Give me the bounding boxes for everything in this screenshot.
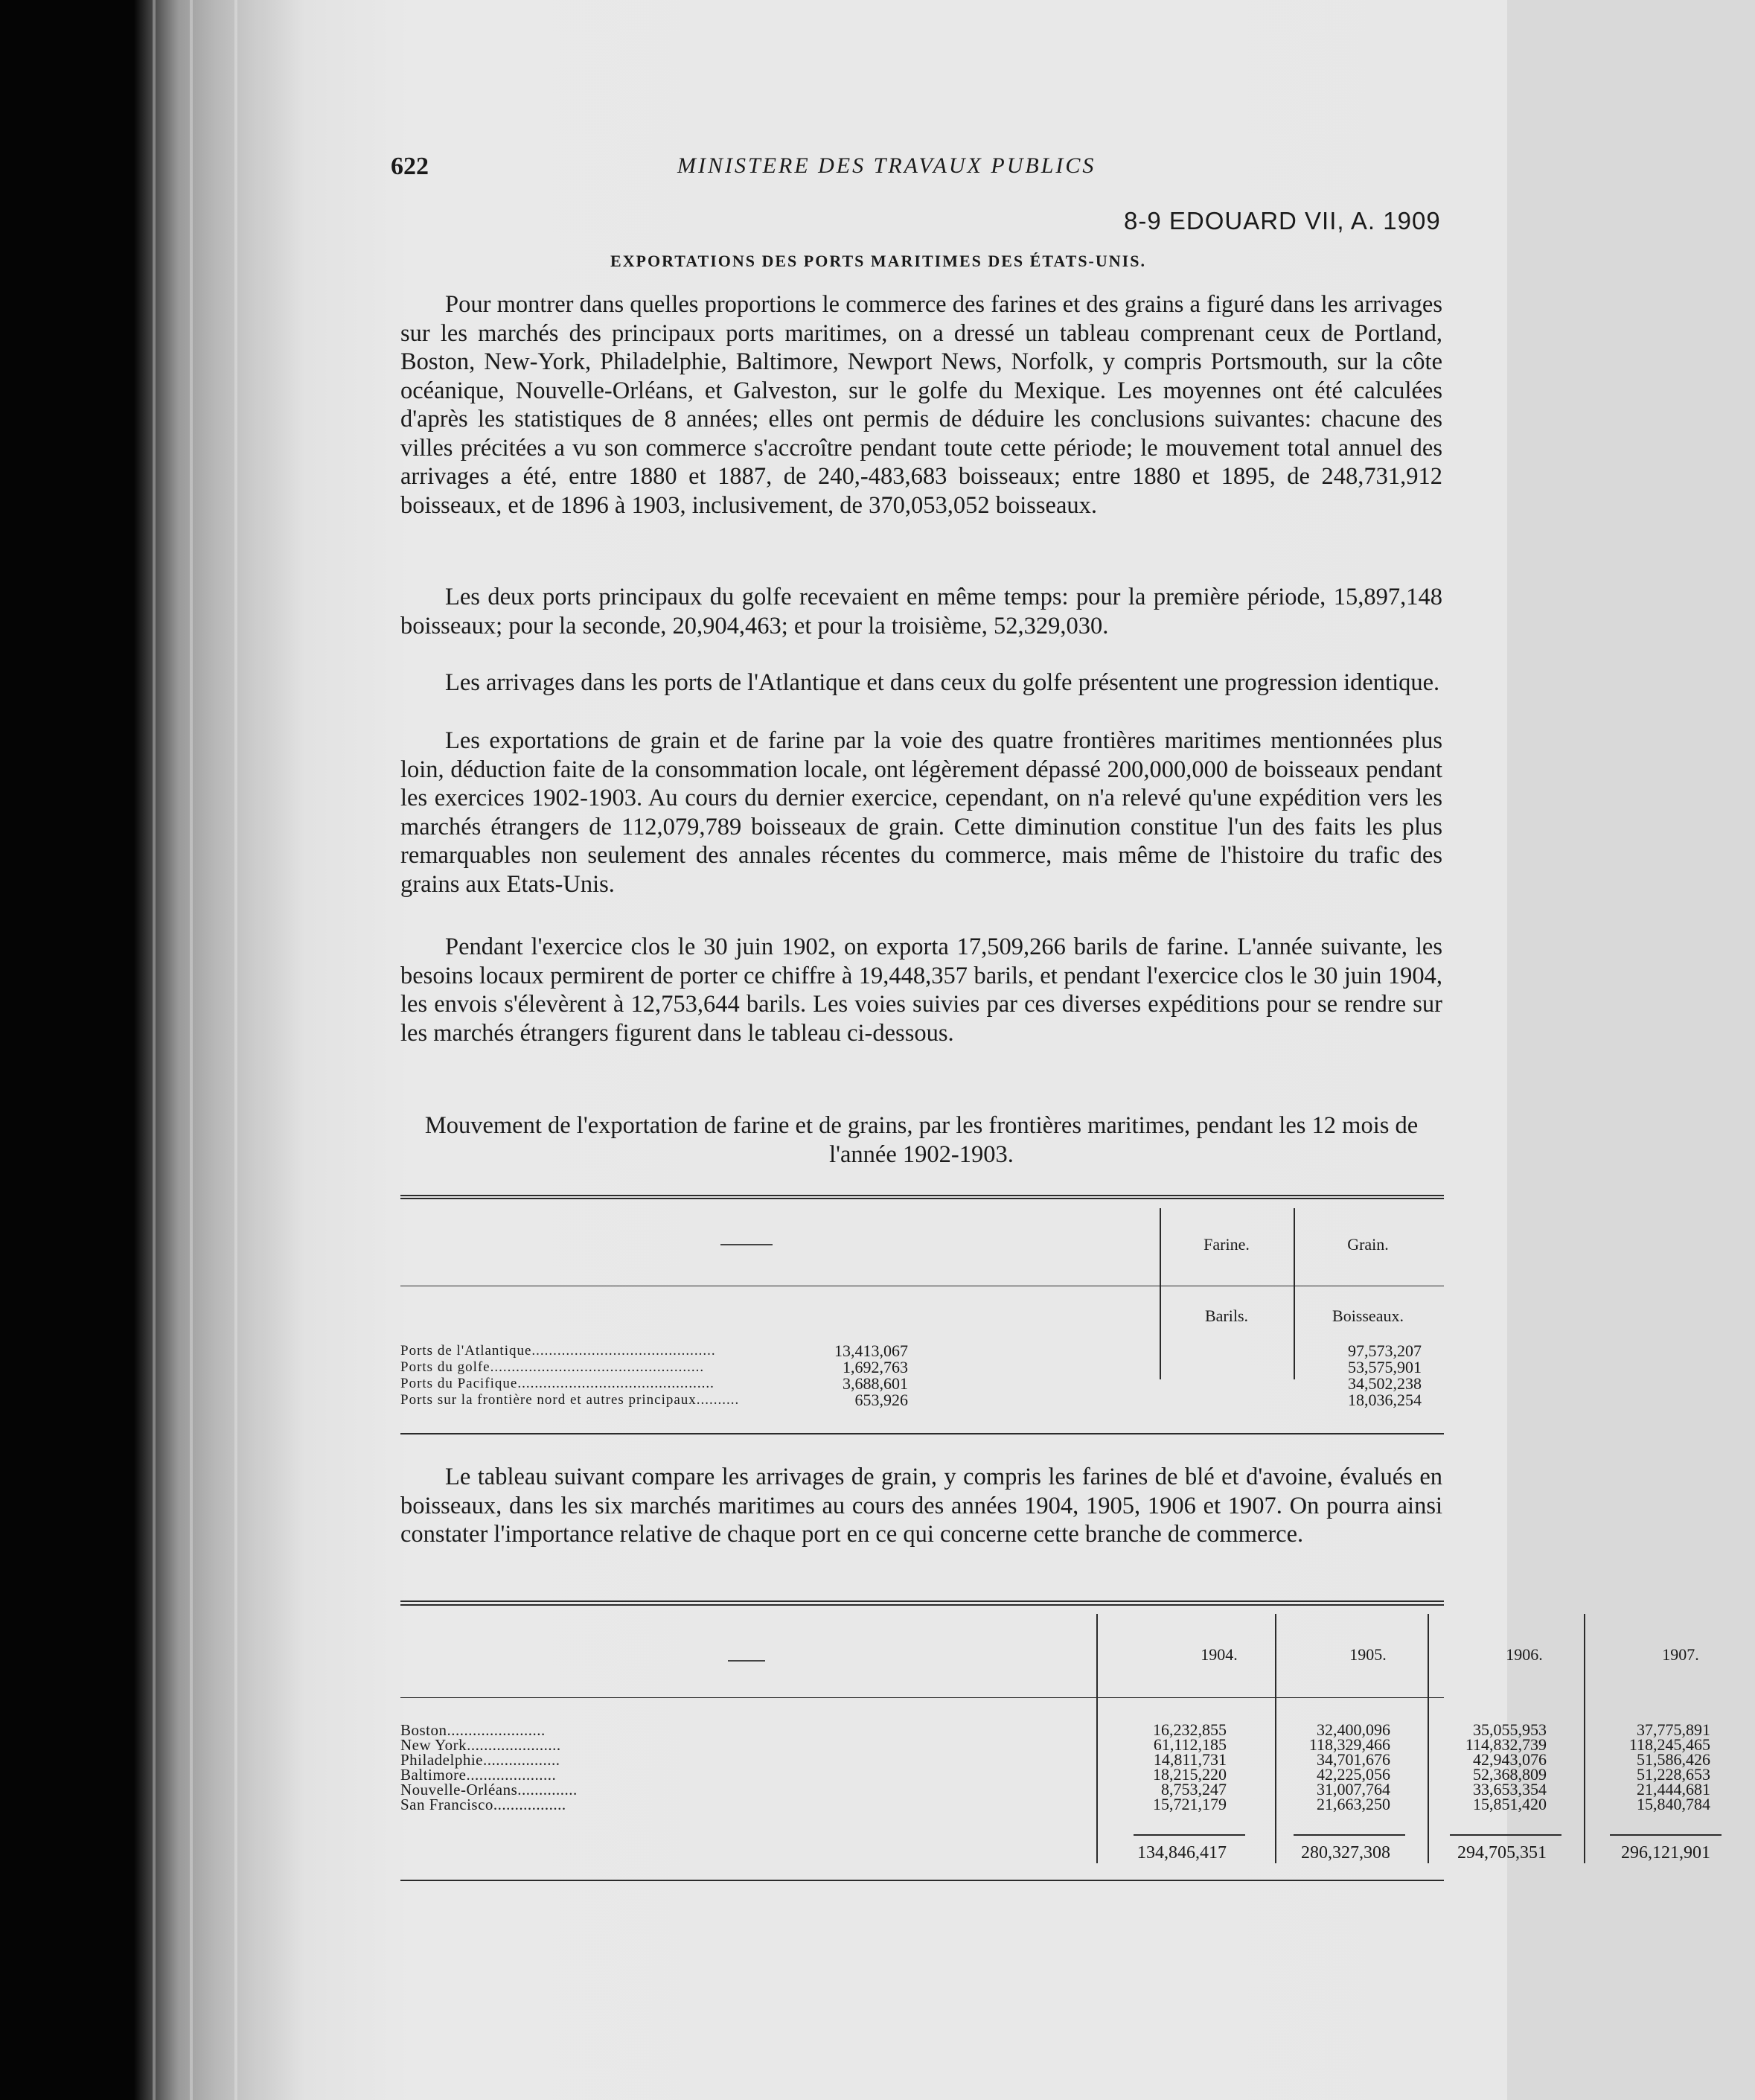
cell-1907: 51,228,653 (1637, 1765, 1710, 1784)
unit-label: Boisseaux. (1332, 1306, 1404, 1325)
header-dash (728, 1660, 765, 1662)
total-1905: 280,327,308 (1301, 1843, 1390, 1863)
cell-1906: 42,943,076 (1473, 1750, 1547, 1769)
table-rule (400, 1604, 1444, 1606)
header-dash (720, 1244, 773, 1245)
cell-farine: 3,688,601 (843, 1374, 908, 1393)
paragraph: Pour montrer dans quelles proportions le commerce des farines et des grains a figuré dans les arrivages sur les marchés des principaux ports maritimes, on a dressé un tableau comprenant ceux de Portland, Boston, New-York, Philadelphie, Baltimore, Newport News, Norfolk, y compris Portsmouth, sur la côte océanique, Nouvelle-Orléans, et Galveston, sur le golfe du Mexique. Les moyennes ont été calculées d'après les statistiques de 8 années; elles ont permis de déduire les conclusions suivantes: chacune des villes précitées a vu son commerce s'accroître pendant toute cette période; le mouvement total annuel des arrivages a été, entre 1880 et 1887, de 240,-483,683 boisseaux; entre 1880 et 1895, de 248,731,912 boisseaux, et de 1896 à 1903, inclusivement, de 370,053,052 boisseaux. (400, 291, 1442, 519)
cell-1905: 31,007,764 (1317, 1780, 1390, 1799)
running-title: MINISTERE DES TRAVAUX PUBLICS (677, 153, 1096, 178)
total-1907: 296,121,901 (1621, 1843, 1710, 1863)
table-row (400, 1359, 1444, 1376)
table-row (400, 1795, 1710, 1813)
total-1904: 134,846,417 (1137, 1843, 1227, 1863)
table-row (400, 1750, 1710, 1769)
spine-line (234, 0, 237, 2100)
cell-1905: 34,701,676 (1317, 1750, 1390, 1769)
total-1906: 294,705,351 (1457, 1843, 1547, 1863)
row-label: Ports de l'Atlantique........................................... (400, 1343, 716, 1359)
spine-line (153, 0, 156, 2100)
cell-1905: 21,663,250 (1317, 1795, 1390, 1813)
section-title: EXPORTATIONS DES PORTS MARITIMES DES ÉTATS-UNIS. (610, 252, 1146, 270)
cell-1904: 61,112,185 (1153, 1735, 1227, 1754)
paragraph: Le tableau suivant compare les arrivages de grain, y compris les farines de blé et d'avoine, évalués en boisseaux, dans les six marchés maritimes au cours des années 1904, 1905, 1906 et 1907. On pourra ainsi constater l'importance relative de chaque port en ce qui concerne cette branche de commerce. (400, 1464, 1442, 1548)
cell-1906: 15,851,420 (1473, 1795, 1547, 1813)
cell-farine: 653,926 (854, 1391, 908, 1409)
cell-1906: 114,832,739 (1465, 1735, 1547, 1754)
cell-1904: 18,215,220 (1153, 1765, 1227, 1784)
cell-farine: 1,692,763 (843, 1358, 908, 1376)
table-row (400, 1342, 1444, 1360)
table-rule (400, 1600, 1444, 1602)
paragraph: Les deux ports principaux du golfe recevaient en même temps: pour la première période, 15,897,148 boisseaux; pour la seconde, 20,904,463; et pour la troisième, 52,329,030. (400, 584, 1442, 639)
row-label: Ports du golfe.................................................. (400, 1359, 705, 1375)
paragraph: Les exportations de grain et de farine par la voie des quatre frontières maritimes mentionnées plus loin, déduction faite de la consommation locale, ont légèrement dépassé 200,000,000 de boisseaux pendant les exercices 1902-1903. Au cours du dernier exercice, cependant, on n'a relevé qu'une expédition vers les marchés étrangers de 112,079,789 boisseaux de grain. Cette diminution constitue l'un des faits les plus remarquables non seulement des annales récentes du commerce, mais même de l'histoire du trafic des grains aux Etats-Unis. (400, 727, 1442, 898)
unit-label: Barils. (1204, 1306, 1249, 1325)
table-row (400, 1735, 1710, 1754)
cell-1906: 35,055,953 (1473, 1720, 1547, 1739)
table-row (400, 1720, 1710, 1739)
cell-1905: 42,225,056 (1317, 1765, 1390, 1784)
table-rule (400, 1880, 1444, 1881)
row-label: Ports sur la frontière nord et autres principaux.......... (400, 1392, 740, 1408)
table-row (400, 1780, 1710, 1799)
sum-rule (1134, 1834, 1245, 1836)
row-label: New York...................... (400, 1736, 561, 1754)
cell-1904: 16,232,855 (1153, 1720, 1227, 1739)
cell-grain: 18,036,254 (1348, 1391, 1422, 1409)
table-rule (400, 1433, 1444, 1434)
cell-1905: 118,329,466 (1308, 1735, 1390, 1754)
cell-1904: 14,811,731 (1153, 1750, 1227, 1769)
table-caption: Mouvement de l'exportation de farine et de grains, par les frontières maritimes, pendant les 12 mois de l'année 1902-1903. (424, 1112, 1419, 1168)
paragraph: Pendant l'exercice clos le 30 juin 1902, on exporta 17,509,266 barils de farine. L'année suivante, les besoins locaux permirent de porter ce chiffre à 19,448,357 barils, et pendant l'exercice clos le 30 juin 1904, les envois s'élevèrent à 12,753,644 barils. Les voies suivies par ces diverses expéditions pour se rendre sur les marchés étrangers figurent dans le tableau ci-dessous. (400, 933, 1442, 1047)
cell-grain: 97,573,207 (1348, 1341, 1422, 1360)
column-header-farine: Farine. (1203, 1235, 1250, 1254)
column-header-grain: Grain. (1347, 1235, 1389, 1254)
row-label: San Francisco................. (400, 1796, 566, 1813)
table-row (400, 1765, 1710, 1784)
cell-grain: 53,575,901 (1348, 1358, 1422, 1376)
cell-1907: 21,444,681 (1637, 1780, 1710, 1799)
cell-1906: 52,368,809 (1473, 1765, 1547, 1784)
cell-1906: 33,653,354 (1473, 1780, 1547, 1799)
row-label: Philadelphie.................. (400, 1751, 560, 1769)
row-label: Baltimore..................... (400, 1766, 557, 1784)
page-number: 622 (391, 153, 429, 180)
table-rule (400, 1195, 1444, 1196)
cell-1907: 118,245,465 (1628, 1735, 1710, 1754)
document-page (260, 0, 1710, 2100)
sum-rule (1610, 1834, 1722, 1836)
column-header-1904: 1904. (1201, 1645, 1238, 1664)
column-header-1907: 1907. (1662, 1645, 1699, 1664)
cell-1907: 37,775,891 (1637, 1720, 1710, 1739)
cell-1904: 15,721,179 (1153, 1795, 1227, 1813)
column-header-1906: 1906. (1506, 1645, 1543, 1664)
paragraph: Les arrivages dans les ports de l'Atlantique et dans ceux du golfe présentent une progression identique. (445, 669, 1440, 696)
table-row (400, 1391, 1444, 1409)
cell-1904: 8,753,247 (1161, 1780, 1227, 1799)
sum-rule (1450, 1834, 1561, 1836)
row-label: Boston....................... (400, 1721, 546, 1739)
cell-1905: 32,400,096 (1317, 1720, 1390, 1739)
cell-grain: 34,502,238 (1348, 1374, 1422, 1393)
sum-rule (1294, 1834, 1405, 1836)
arrivals-table (400, 1600, 1710, 1883)
session-label: 8-9 EDOUARD VII, A. 1909 (1124, 207, 1441, 234)
cell-1907: 15,840,784 (1637, 1795, 1710, 1813)
cell-farine: 13,413,067 (834, 1341, 908, 1360)
book-spine (0, 0, 260, 2100)
cell-1907: 51,586,426 (1637, 1750, 1710, 1769)
export-table (400, 1195, 1444, 1437)
row-label: Ports du Pacifique.............................................. (400, 1376, 715, 1391)
row-label: Nouvelle-Orléans.............. (400, 1781, 578, 1799)
column-header-1905: 1905. (1349, 1645, 1387, 1664)
table-rule (400, 1697, 1444, 1698)
spine-line (190, 0, 193, 2100)
table-rule (400, 1198, 1444, 1199)
table-row (400, 1375, 1444, 1393)
